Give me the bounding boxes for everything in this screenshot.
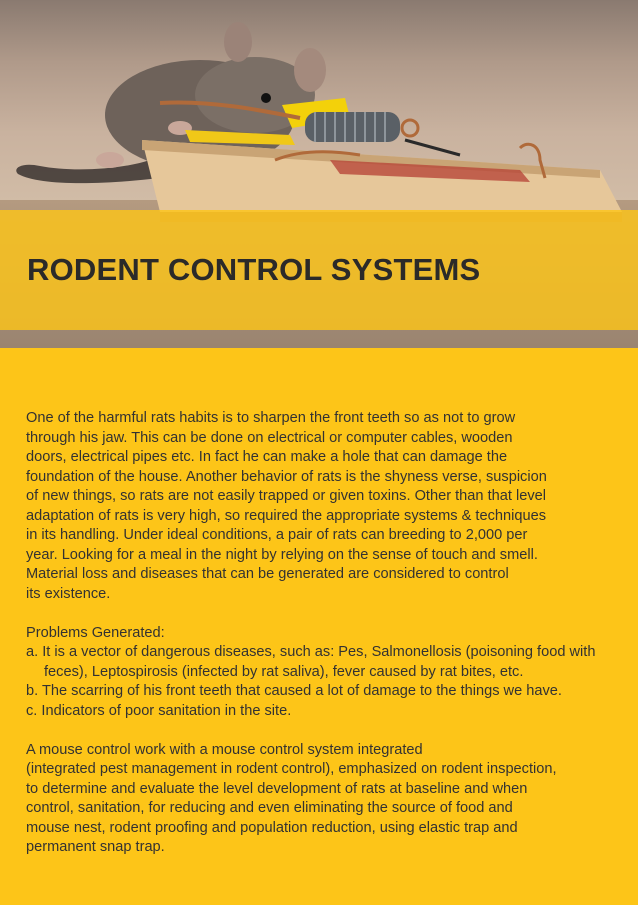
closing-line: mouse nest, rodent proofing and population reduction, using elastic trap and [26,819,518,836]
intro-line: One of the harmful rats habits is to sharpen the front teeth so as not to grow [26,410,516,426]
page-title: RODENT CONTROL SYSTEMS [27,252,481,287]
intro-line: of new things, so rats are not easily trapped or given toxins. Other than that level [26,488,546,504]
intro-line: year. Looking for a meal in the night by relying on the sense of touch and smell. [26,546,538,563]
body-text [26,409,626,858]
intro-line: its existence. [26,585,111,602]
closing-line: to determine and evaluate the level development of rats at baseline and when [26,780,528,797]
problem-item-b: b. The scarring of his front teeth that caused a lot of damage to the things we have. [26,683,562,699]
intro-line: Material loss and diseases that can be generated are considered to control [26,566,509,582]
intro-line: adaptation of rats is very high, so required the appropriate systems & techniques [26,507,546,524]
problem-item-a: a. It is a vector of dangerous diseases, such as: Pes, Salmonellosis (poisoning food with feces), Leptospirosis (infected by rat saliva), fever caused by rat bites, etc. [26,644,596,680]
closing-line: permanent snap trap. [26,839,165,855]
intro-line: in its handling. Under ideal conditions, a pair of rats can breeding to 2,000 per [26,527,528,543]
closing-line: control, sanitation, for reducing and even eliminating the source of food and [26,800,513,816]
closing-line: (integrated pest management in rodent control), emphasized on rodent inspection, [26,761,557,777]
intro-line: foundation of the house. Another behavior of rats is the shyness verse, suspicion [26,468,547,485]
closing-line: A mouse control work with a mouse control system integrated [26,741,423,758]
problems-heading: Problems Generated: [26,624,165,641]
intro-line: through his jaw. This can be done on electrical or computer cables, wooden [26,429,513,446]
intro-line: doors, electrical pipes etc. In fact he can make a hole that can damage the [26,449,508,465]
problem-item-c: c. Indicators of poor sanitation in the site. [26,702,292,719]
